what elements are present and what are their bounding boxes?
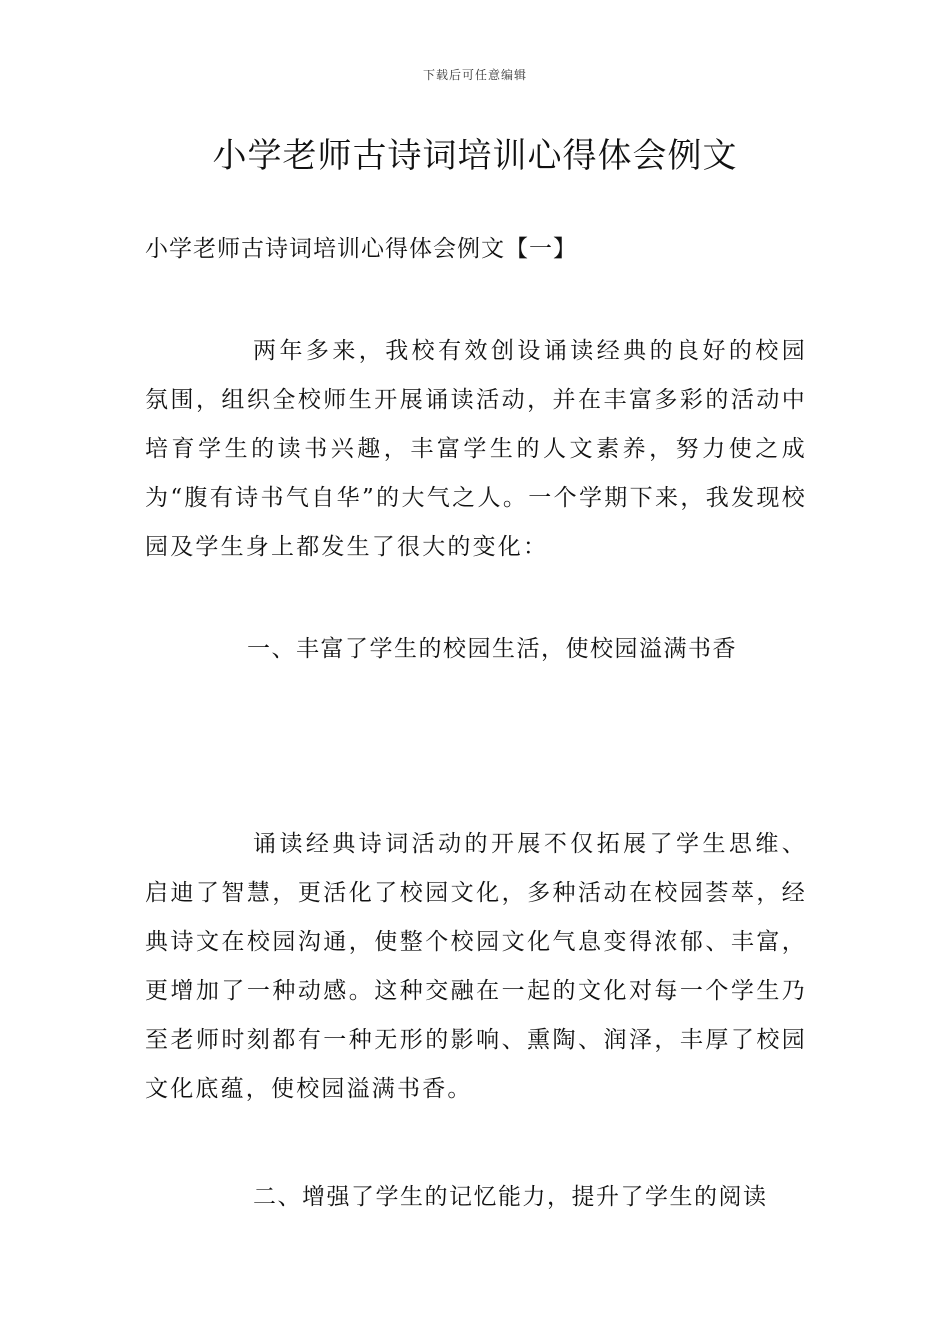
document-title: 小学老师古诗词培训心得体会例文: [212, 136, 738, 176]
subheading-one: 一、丰富了学生的校园生活，使校园溢满书香: [247, 636, 737, 662]
subheading-two: 二、增强了学生的记忆能力，提升了学生的阅读: [253, 1184, 768, 1210]
section-heading: 小学老师古诗词培训心得体会例文【一】: [145, 236, 577, 262]
paragraph-body: 诵读经典诗词活动的开展不仅拓展了学生思维、启迪了智慧，更活化了校园文化，多种活动在校园荟萃，经典诗文在校园沟通，使整个校园文化气息变得浓郁、丰富，更增加了一种动感。这种交融在一起的文化对每一个学生乃至老师时刻都有一种无形的影响、熏陶、润泽，丰厚了校园文化底蕴，使校园溢满书香。: [145, 831, 807, 1102]
header-note: 下载后可任意编辑: [422, 68, 527, 82]
paragraph-intro: 两年多来，我校有效创设诵读经典的良好的校园氛围，组织全校师生开展诵读活动，并在丰富多彩的活动中培育学生的读书兴趣，丰富学生的人文素养，努力使之成为“腹有诗书气自华”的大气之人。一个学期下来，我发现校园及学生身上都发生了很大的变化：: [145, 338, 807, 560]
